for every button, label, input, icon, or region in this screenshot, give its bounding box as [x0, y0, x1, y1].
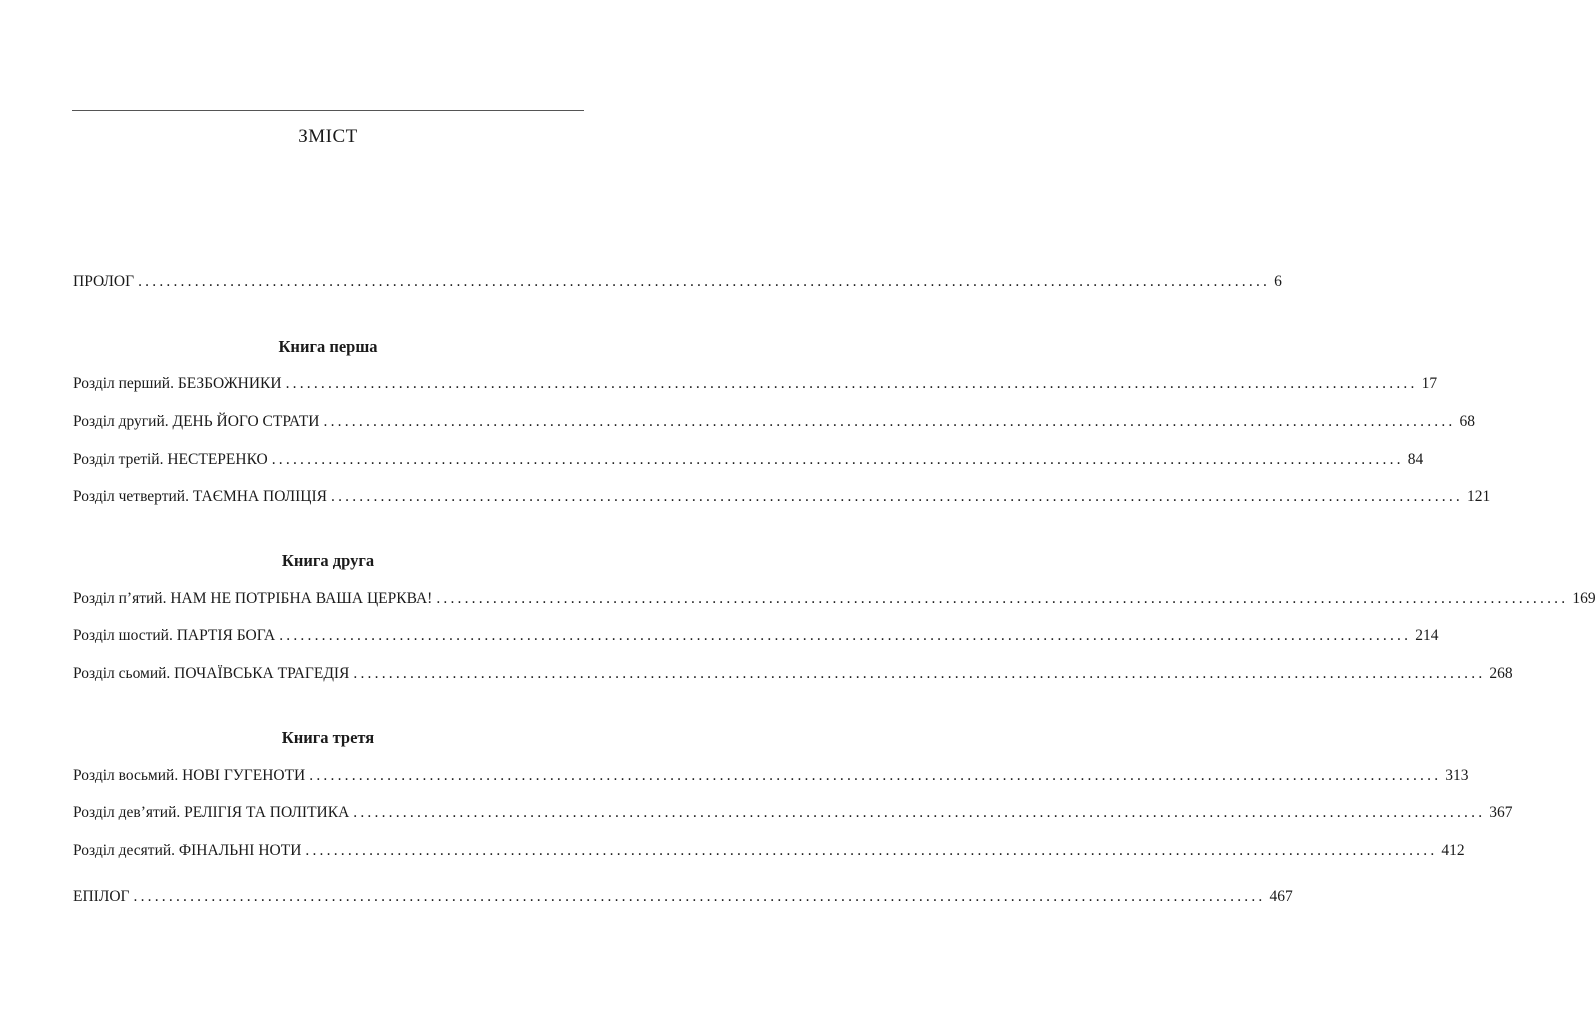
toc-entry-prologue: [73, 272, 1282, 292]
book-heading-1: Книга перша: [278, 337, 378, 356]
book-heading-3: Книга третя: [281, 728, 375, 747]
toc-entry-chapter-1: [73, 374, 1438, 394]
entry-label: Розділ шостий. ПАРТІЯ БОГА: [73, 627, 276, 644]
entry-label: ЕПІЛОГ: [73, 888, 130, 905]
entry-label: Розділ п’ятий. НАМ НЕ ПОТРІБНА ВАША ЦЕРКВА!: [73, 590, 433, 607]
entry-page-number: 268: [1489, 665, 1513, 682]
entry-page-number: 17: [1421, 375, 1438, 392]
dot-leader: ................................................................................................................................................................: [138, 273, 1271, 290]
dot-leader: ................................................................................................................................................................: [323, 413, 1456, 430]
entry-label: Розділ перший. БЕЗБОЖНИКИ: [73, 375, 282, 392]
entry-label: Розділ сьомий. ПОЧАЇВСЬКА ТРАГЕДІЯ: [73, 665, 350, 682]
entry-page-number: 313: [1445, 767, 1469, 784]
toc-entry-chapter-6: [73, 626, 1439, 646]
toc-title: ЗМІСТ: [298, 126, 358, 147]
header-rule: [72, 110, 584, 111]
dot-leader: ................................................................................................................................................................: [331, 488, 1463, 505]
entry-label: Розділ третій. НЕСТЕРЕНКО: [73, 451, 268, 468]
entry-page-number: 6: [1274, 273, 1282, 290]
dot-leader: ................................................................................................................................................................: [353, 665, 1486, 682]
dot-leader: ................................................................................................................................................................: [271, 451, 1404, 468]
toc-entry-chapter-8: [73, 766, 1469, 786]
entry-page-number: 367: [1489, 804, 1513, 821]
entry-label: Розділ четвертий. ТАЄМНА ПОЛІЦІЯ: [73, 488, 327, 505]
book-heading-2: Книга друга: [281, 551, 375, 570]
entry-page-number: 467: [1269, 888, 1293, 905]
dot-leader: ................................................................................................................................................................: [285, 375, 1418, 392]
entry-label: Розділ десятий. ФІНАЛЬНІ НОТИ: [73, 842, 302, 859]
toc-entry-chapter-4: [73, 487, 1491, 507]
dot-leader: ................................................................................................................................................................: [279, 627, 1412, 644]
dot-leader: ................................................................................................................................................................: [133, 888, 1266, 905]
entry-label: ПРОЛОГ: [73, 273, 135, 290]
entry-label: Розділ другий. ДЕНЬ ЙОГО СТРАТИ: [73, 413, 320, 430]
entry-label: Розділ дев’ятий. РЕЛІГІЯ ТА ПОЛІТИКА: [73, 804, 350, 821]
entry-page-number: 84: [1407, 451, 1424, 468]
entry-label: Розділ восьмий. НОВІ ГУГЕНОТИ: [73, 767, 306, 784]
toc-entry-chapter-2: [73, 412, 1475, 432]
dot-leader: ................................................................................................................................................................: [353, 804, 1486, 821]
toc-entry-epilogue: [73, 887, 1293, 907]
toc-entry-chapter-7: [73, 664, 1513, 684]
entry-page-number: 68: [1459, 413, 1475, 430]
entry-page-number: 412: [1441, 842, 1465, 859]
dot-leader: ................................................................................................................................................................: [436, 590, 1569, 607]
entry-page-number: 169: [1572, 590, 1596, 607]
entry-page-number: 121: [1467, 488, 1491, 505]
toc-entry-chapter-5: [73, 589, 1596, 609]
toc-entry-chapter-10: [73, 841, 1465, 861]
toc-entry-chapter-9: [73, 803, 1513, 823]
entry-page-number: 214: [1415, 627, 1439, 644]
toc-entry-chapter-3: [73, 450, 1424, 470]
dot-leader: ................................................................................................................................................................: [305, 842, 1438, 859]
dot-leader: ................................................................................................................................................................: [309, 767, 1442, 784]
